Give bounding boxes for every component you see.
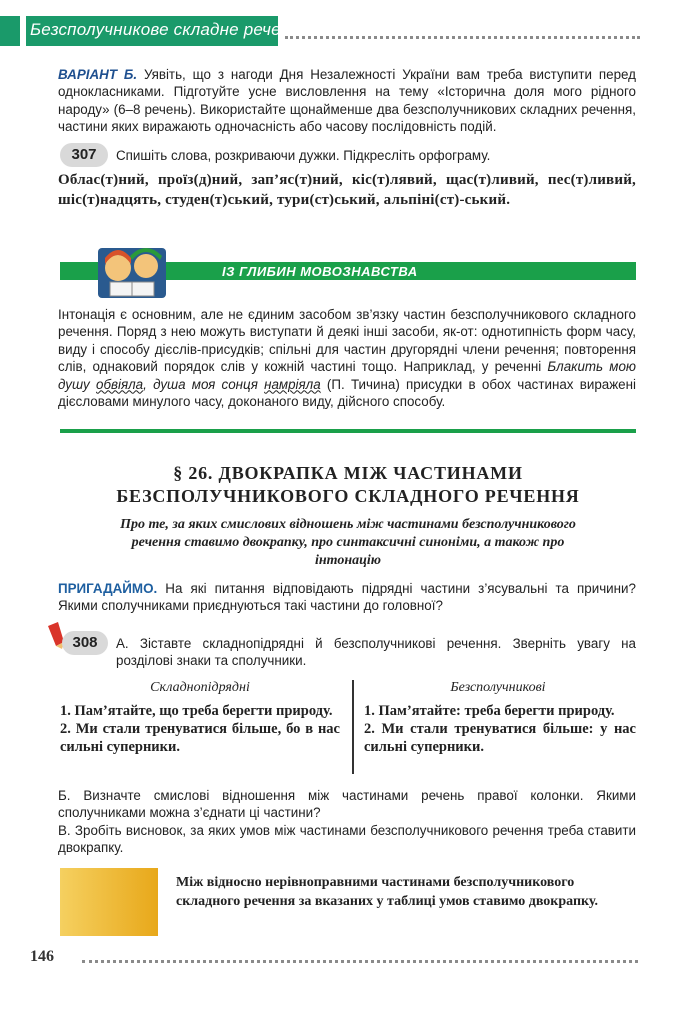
- boy-face: [134, 254, 158, 278]
- variant-label: ВАРІАНТ Б.: [58, 67, 138, 82]
- linguistics-paragraph: [58, 306, 636, 410]
- right-column-header: Безсполучникові: [450, 680, 546, 695]
- example-verb2: намріяла: [264, 376, 321, 392]
- exercise-308-task-b: Б. Визначте смислові відношення між частинами речень правої колонки. Якими сполучниками можна з’єднати ці частини?: [58, 788, 636, 821]
- linguistics-bottom-rule: [60, 429, 636, 433]
- section-title-line1: § 26. ДВОКРАПКА МІЖ ЧАСТИНАМИ: [173, 463, 523, 483]
- page-number: 146: [30, 948, 54, 965]
- header-notch: [20, 16, 26, 46]
- header-dotted-rule: [285, 36, 640, 39]
- exercise-307-words: Облас(т)ний, проїз(д)ний, зап’яс(т)ний, кіс(т)лявий, щас(т)ливий, пес(т)ливий, шіс(т)надцять, студен(т)ський, тури(ст)ський, альпіні(ст)-ський.: [58, 172, 636, 208]
- example-part1: Блакить мою душу: [58, 359, 636, 392]
- left-column: [60, 702, 340, 756]
- left-column-header: Складнопідрядні: [150, 680, 250, 695]
- kids-reading-illustration: [92, 240, 172, 300]
- exercise-308-task-c: В. Зробіть висновок, за яких умов між частинами безсполучникового речення треба ставити двокрапку.: [58, 823, 636, 856]
- left-item-2: 2. Ми стали тренуватися більше, бо в нас сильні суперники.: [60, 721, 340, 755]
- column-divider: [352, 680, 354, 774]
- left-item-1: 1. Пам’ятайте, що треба берегти природу.: [60, 703, 333, 719]
- linguistics-text-before: Інтонація є основним, але не єдиним засобом зв’язку частин безсполучникового складного речення. Поряд з нею можуть виступати й деякі інші засоби, як-от: однотипність форм часу, виду і способу дієслів-присудків; спільні для частин другорядні члени речення; повторення слів, однаковий порядок слів у кожній частині тощо. Наприклад, у реченні: [58, 307, 636, 375]
- linguistics-banner-label: ІЗ ГЛИБИН МОВОЗНАВСТВА: [222, 264, 418, 279]
- variant-b-paragraph: [58, 66, 636, 136]
- recall-text: На які питання відповідають підрядні частини з’ясувальні та причини? Якими сполучниками приєднуються такі частини до головної?: [58, 581, 636, 614]
- exercise-308-badge: 308: [62, 631, 108, 655]
- section-title-line2: БЕЗСПОЛУЧНИКОВОГО СКЛАДНОГО РЕЧЕННЯ: [116, 486, 580, 506]
- footer-dotted-rule: [82, 960, 638, 963]
- exercise-308-task-a: А. Зіставте складнопідрядні й безсполучникові речення. Зверніть увагу на розділові знаки та сполучники.: [116, 636, 636, 669]
- right-item-1: 1. Пам’ятайте: треба берегти природу.: [364, 703, 615, 719]
- section-subtitle: Про те, за яких смислових відношень між частинами безсполучникового речення ставимо двокрапку, про синтаксичні синоніми, а також про інтонацію: [120, 517, 576, 568]
- right-column: [364, 702, 636, 756]
- rule-box-accent: [60, 868, 158, 936]
- linguistics-text-after: (П. Тичина) присудки в обох частинах виражені дієсловами минулого часу, доконаного виду, дійсного способу.: [58, 376, 636, 410]
- rule-text: Між відносно нерівноправними частинами безсполучникового складного речення за вказаних у таблиці умов ставимо двокрапку.: [176, 875, 599, 909]
- right-item-2: 2. Ми стали тренуватися більше: у нас сильні суперники.: [364, 721, 636, 755]
- variant-text: Уявіть, що з нагоди Дня Незалежності України вам треба виступити перед однокласниками. Підготуйте усне висловлення на тему «Історична доля мого рідного народу» (6–8 речень). Використайте щонайменше два безсполучникових складних речення, частини яких виражають одночасність або часову послідовність подій.: [58, 67, 636, 135]
- example-verb1: обвіяла: [96, 376, 144, 392]
- example-part2: , душа моя сонця: [143, 376, 265, 392]
- exercise-307-instruction: Спишіть слова, розкриваючи дужки. Підкресліть орфограму.: [116, 148, 491, 163]
- running-header: Безсполучникове складне речення: [30, 20, 310, 39]
- recall-paragraph: [58, 580, 636, 615]
- exercise-307-badge: 307: [60, 143, 108, 167]
- recall-label: ПРИГАДАЙМО.: [58, 581, 158, 596]
